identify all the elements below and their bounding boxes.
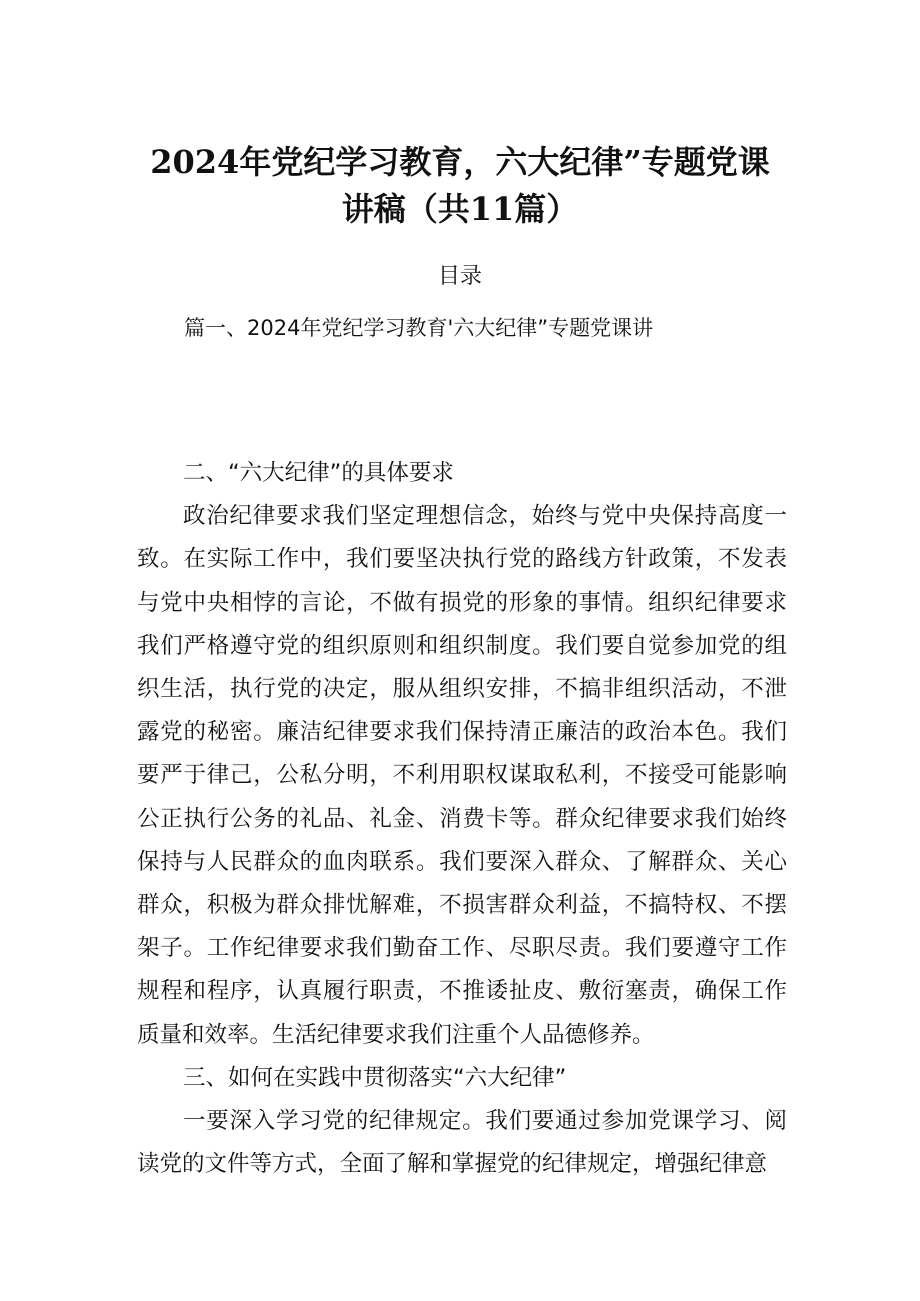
section-2-paragraph: 政治纪律要求我们坚定理想信念，始终与党中央保持高度一致。在实际工作中，我们要坚决执行党的路线方针政策，不发表与党中央相悖的言论，不做有损党的形象的事情。组织纪律要求我们严格遵守党的组织原则和组织制度。我们要自觉参加党的组织生活，执行党的决定，服从组织安排，不搞非组织活动，不泄露党的秘密。廉洁纪律要求我们保持清正廉洁的政治本色。我们要严于律己，公私分明，不利用职权谋取私利，不接受可能影响公正执行公务的礼品、礼金、消费卡等。群众纪律要求我们始终保持与人民群众的血肉联系。我们要深入群众、了解群众、关心群众，积极为群众排忧解难，不损害群众利益，不搞特权、不摆架子。工作纪律要求我们勤奋工作、尽职尽责。我们要遵守工作规程和程序，认真履行职责，不推诿扯皮、敷衍塞责，确保工作质量和效率。生活纪律要求我们注重个人品德修养。 <box>137 503 787 1048</box>
document-body <box>137 452 787 1186</box>
section-3-paragraph: 一要深入学习党的纪律规定。我们要通过参加党课学习、阅读党的文件等方式，全面了解和掌握党的纪律规定，增强纪律意 <box>137 1108 787 1178</box>
document-title-line-1: 2024年党纪学习教育，六大纪律”专题党课 <box>150 143 770 181</box>
section-2-heading: 二、“六大纪律”的具体要求 <box>183 460 454 486</box>
document-title-line-2: 讲稿（共11篇） <box>341 190 579 228</box>
toc-heading: 目录 <box>437 264 482 289</box>
section-3-heading: 三、如何在实践中贯彻落实“六大纪律” <box>183 1064 567 1091</box>
toc-item-1: 篇一、2024年党纪学习教育'六大纪律”专题党课讲 <box>184 316 654 340</box>
